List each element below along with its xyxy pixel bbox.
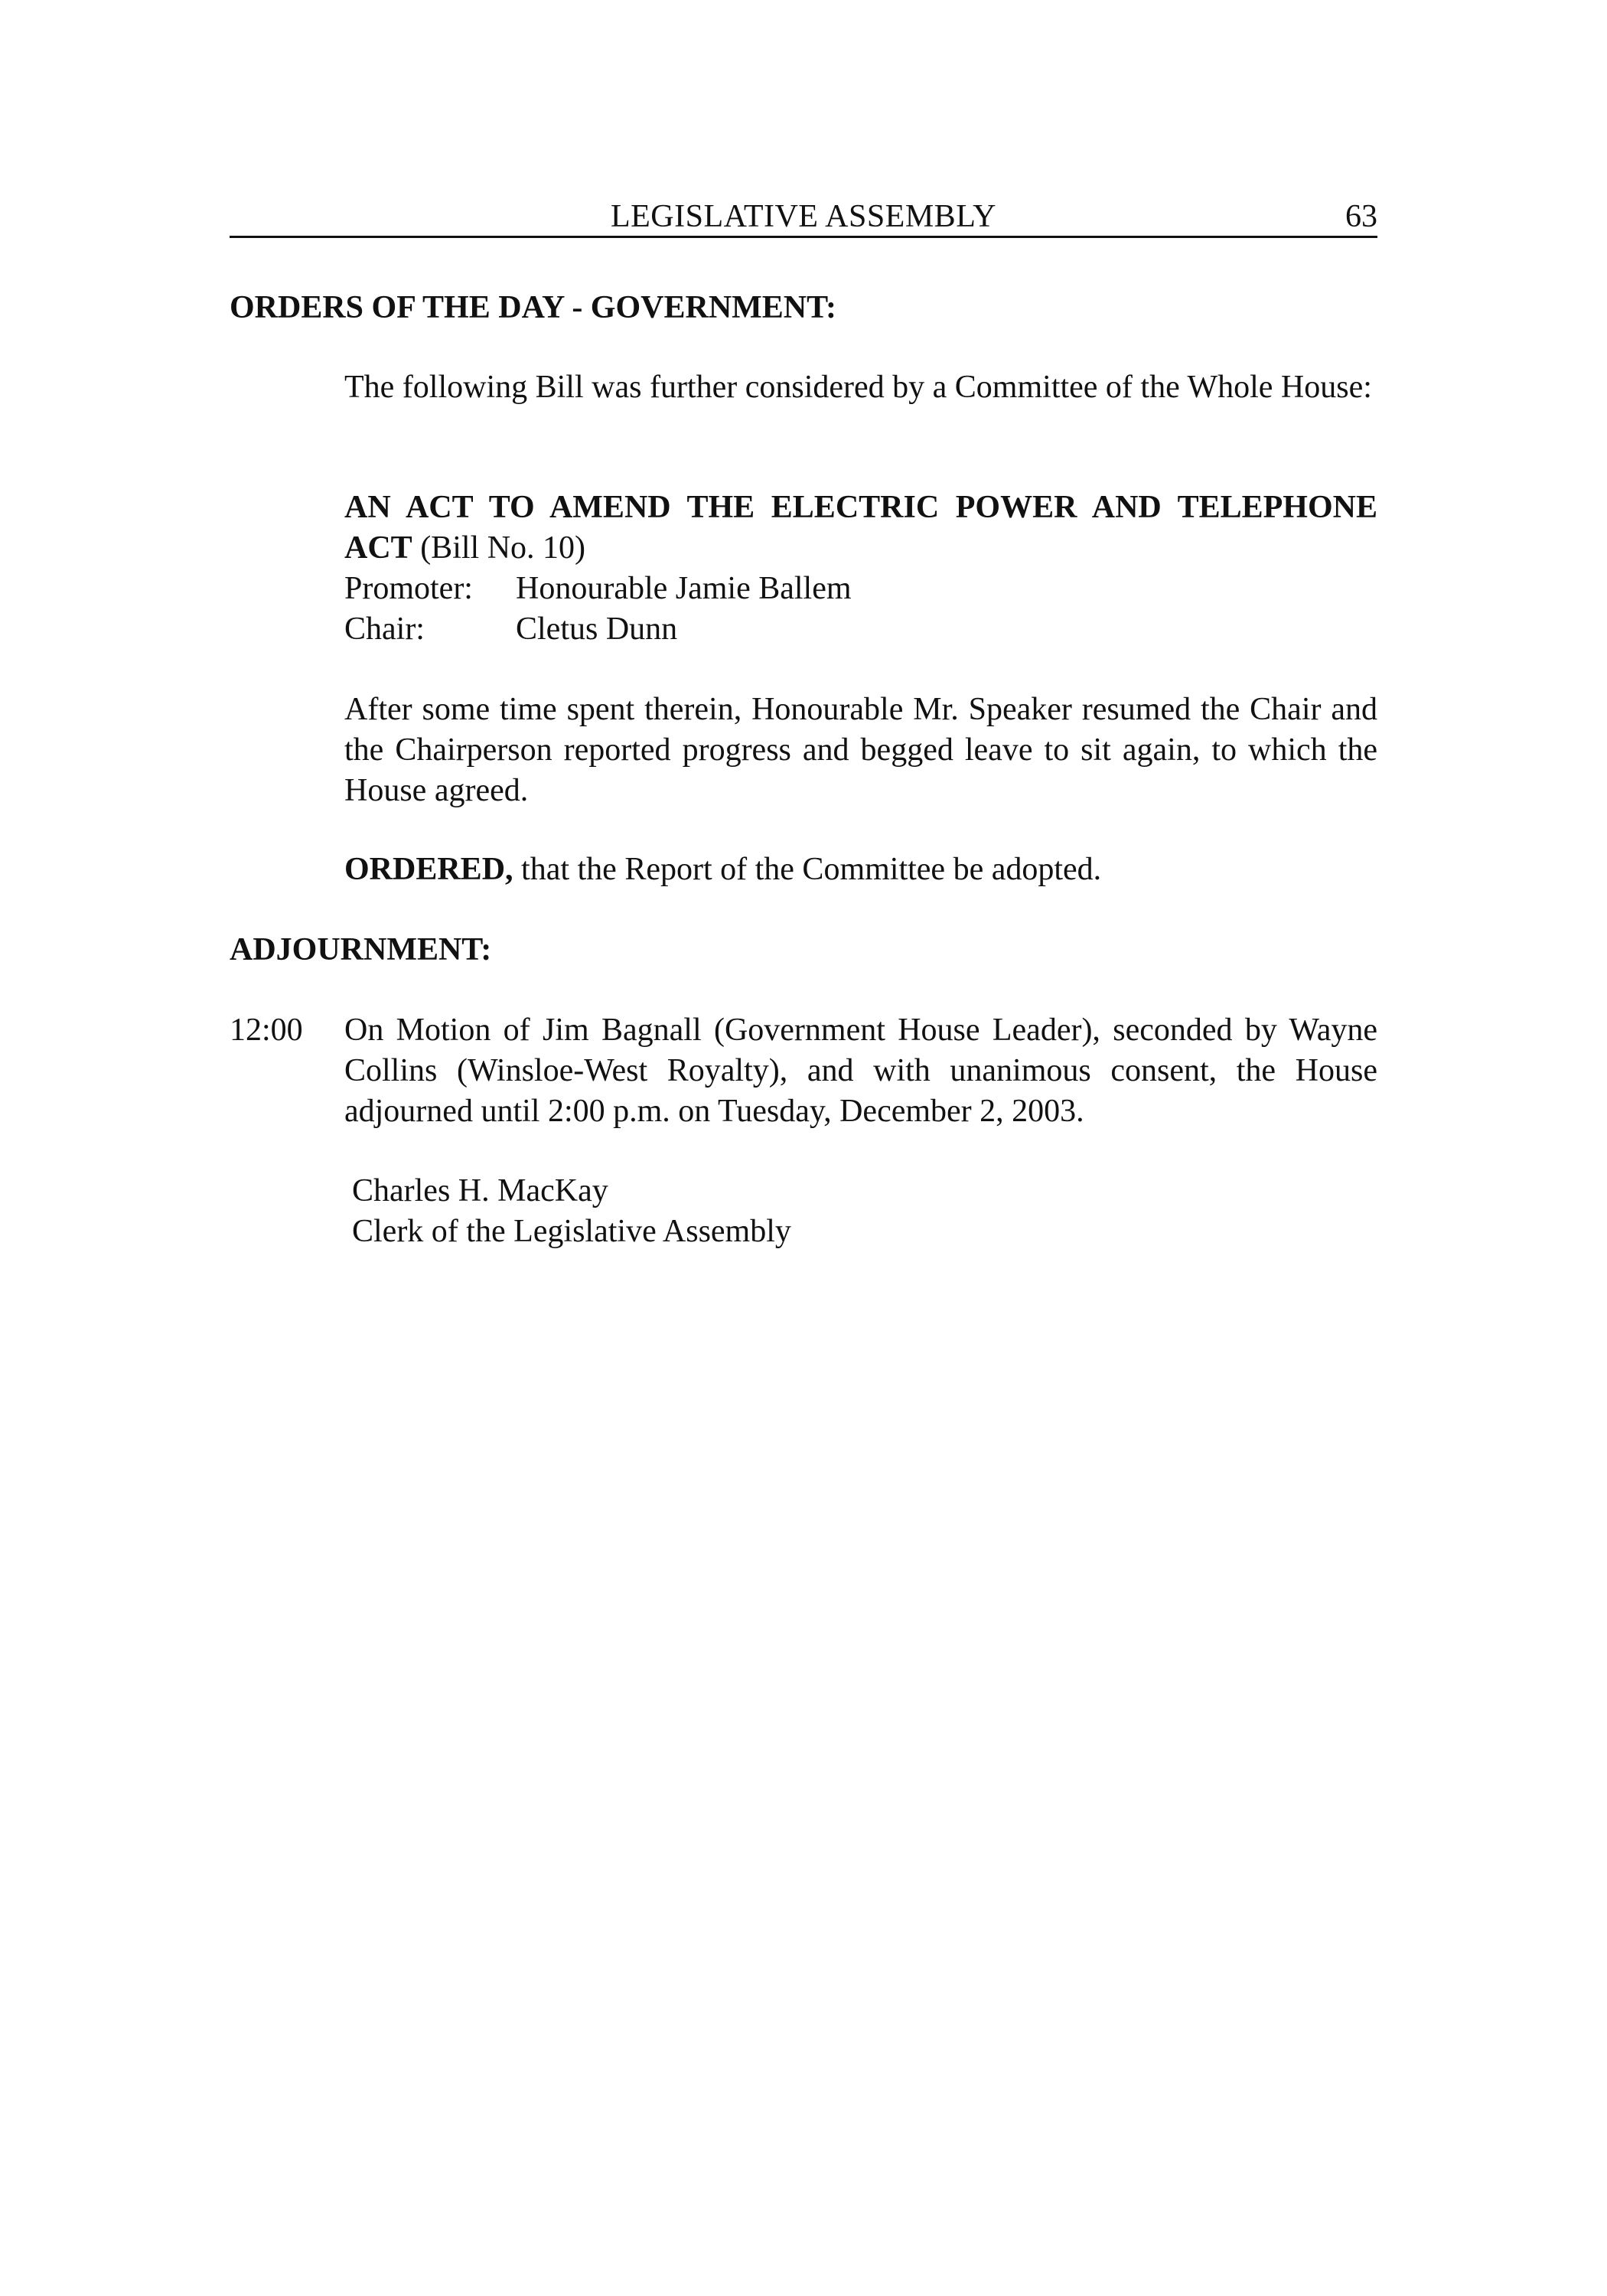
adjournment-heading: ADJOURNMENT:	[230, 932, 492, 967]
ordered-label: ORDERED,	[344, 852, 513, 887]
chair-label: Chair:	[344, 612, 425, 647]
promoter-label: Promoter:	[344, 571, 473, 606]
bill-title-line2	[344, 530, 585, 566]
page-header	[230, 197, 1377, 238]
progress-paragraph: After some time spent therein, Honourable Mr. Speaker resumed the Chair and the Chairperson reported progress and begged leave to sit again, to which the House agreed.	[344, 692, 1377, 808]
orders-intro: The following Bill was further considered by a Committee of the Whole House:	[344, 370, 1372, 405]
bill-title-line1: AN ACT TO AMEND THE ELECTRIC POWER AND TELEPHONE	[344, 490, 1377, 525]
adjournment-motion: On Motion of Jim Bagnall (Government House Leader), seconded by Wayne Collins (Winsloe-West Royalty), and with unanimous consent, the House adjourned until 2:00 p.m. on Tuesday, December 2, 2003.	[344, 1013, 1377, 1129]
promoter-row	[344, 569, 852, 609]
ordered-text: that the Report of the Committee be adopted.	[521, 852, 1102, 887]
page-number: 63	[1345, 199, 1377, 234]
adjournment-time: 12:00	[230, 1013, 303, 1048]
promoter-value: Honourable Jamie Ballem	[516, 571, 852, 606]
ordered-paragraph	[344, 850, 1377, 890]
header-title: LEGISLATIVE ASSEMBLY	[611, 199, 996, 234]
orders-heading: ORDERS OF THE DAY - GOVERNMENT:	[230, 290, 837, 325]
chair-value: Cletus Dunn	[516, 612, 678, 647]
signature-name: Charles H. MacKay	[352, 1173, 608, 1208]
bill-title-act: ACT	[344, 530, 412, 566]
bill-number: (Bill No. 10)	[420, 530, 586, 566]
bill-title	[344, 488, 1377, 569]
signature-title: Clerk of the Legislative Assembly	[352, 1214, 791, 1249]
chair-row	[344, 609, 677, 650]
